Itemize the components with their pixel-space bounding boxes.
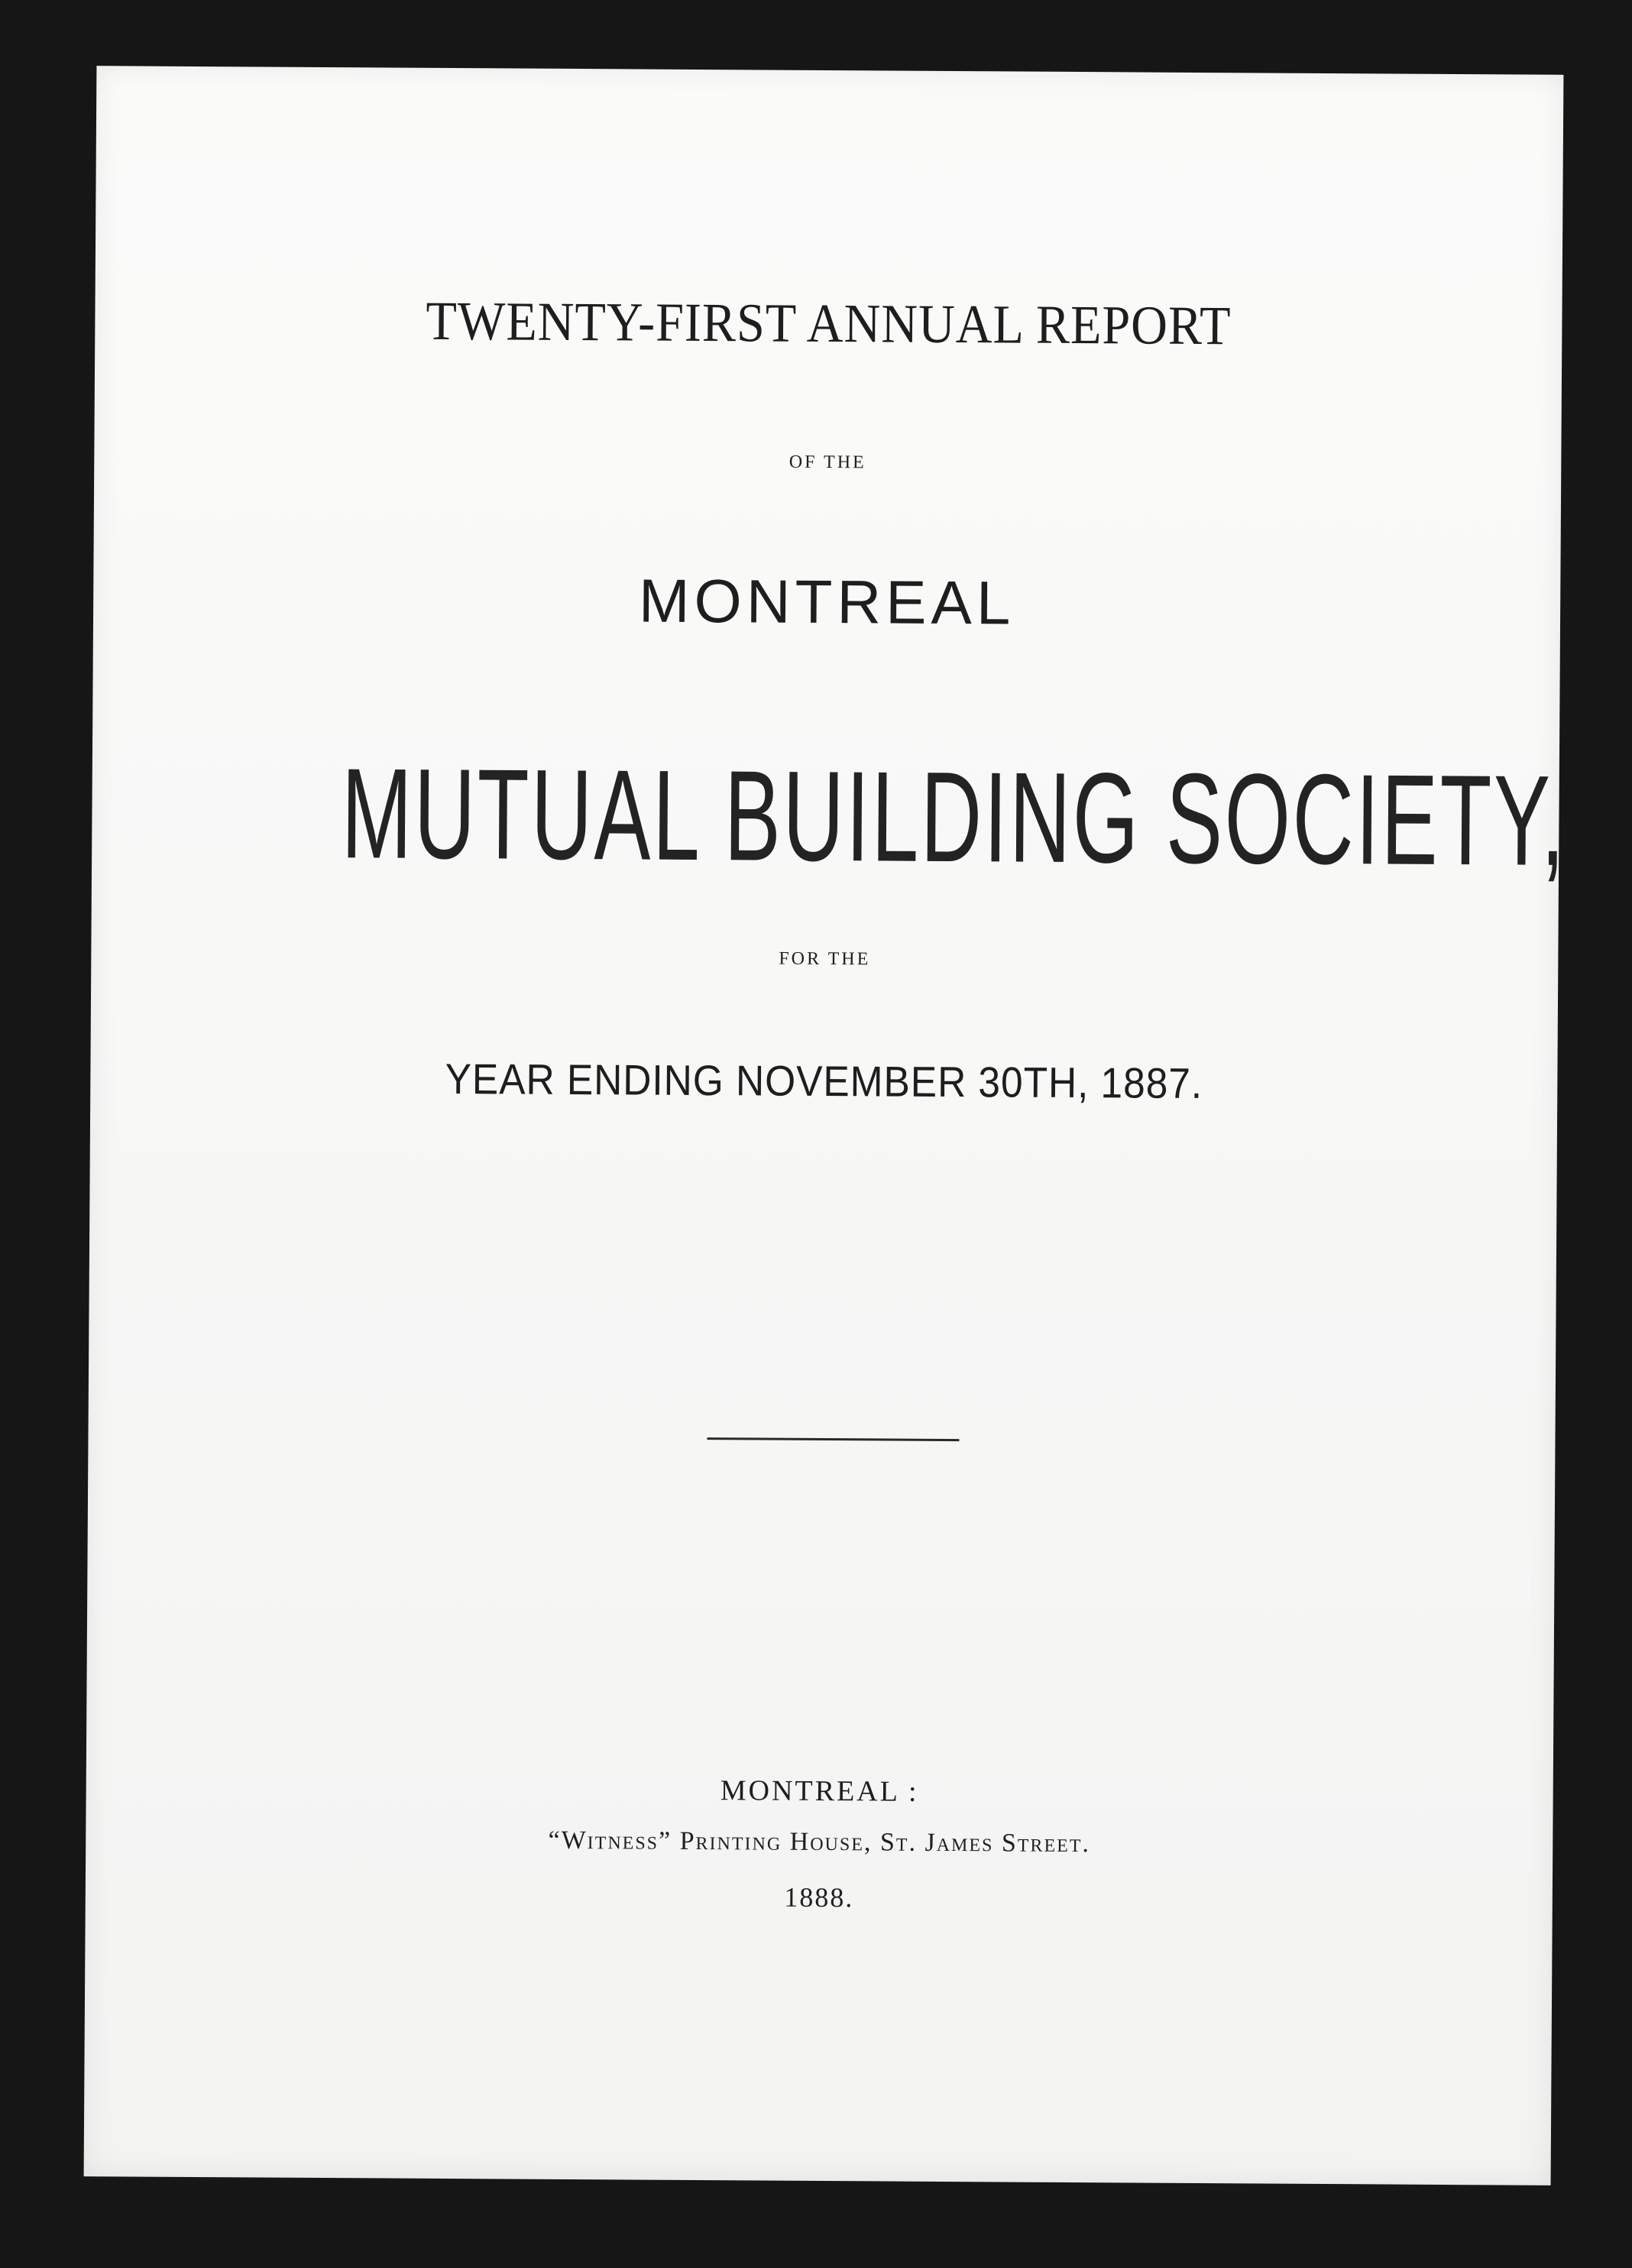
document-page	[84, 66, 1568, 2185]
report-title: TWENTY-FIRST ANNUAL REPORT	[426, 290, 1232, 357]
report-period: YEAR ENDING NOVEMBER 30TH, 1887.	[445, 1054, 1203, 1108]
city-heading: MONTREAL	[638, 566, 1015, 637]
imprint-city: MONTREAL :	[720, 1774, 919, 1808]
divider-rule	[707, 1437, 959, 1441]
society-name: MUTUAL BUILDING SOCIETY,	[341, 741, 1568, 893]
imprint-publisher: “Witness” Printing House, St. James Street.	[548, 1826, 1091, 1858]
of-the-label: OF THE	[788, 452, 866, 473]
for-the-label: FOR THE	[779, 948, 871, 970]
imprint-year: 1888.	[784, 1881, 854, 1913]
